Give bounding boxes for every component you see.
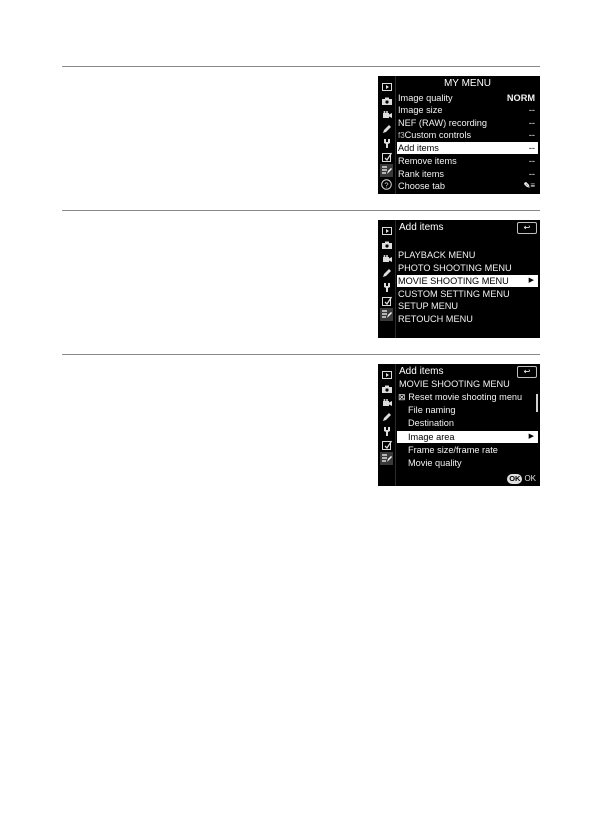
reset-icon: ⊠ [398,392,406,402]
menu-item[interactable]: Movie quality [408,458,462,468]
playback-icon[interactable] [380,368,393,381]
wrench-icon[interactable] [380,280,393,293]
page-title: Add items [399,366,444,377]
back-icon[interactable]: ↩ [517,366,537,378]
camera-icon[interactable] [380,94,393,107]
pencil-icon[interactable] [380,266,393,279]
menu-item[interactable]: Image quality NORM [398,93,535,103]
playback-icon[interactable] [380,224,393,237]
page-title: Add items [399,222,444,233]
page-title: MY MENU [443,78,492,89]
my-menu-icon[interactable] [380,164,393,177]
custom-setting-prefix: f3 [398,131,405,140]
menu-item-selected[interactable]: Add items -- [397,142,538,154]
section-divider [62,354,540,355]
ok-button-icon: OK [509,474,521,483]
retouch-icon[interactable] [380,294,393,307]
menu-item[interactable]: ⊠ Reset movie shooting menu [398,392,523,402]
scrollbar[interactable] [536,394,538,412]
menu-panel [397,220,538,338]
arrow-right-icon: ▶ [528,277,534,284]
movie-camera-icon[interactable] [380,396,393,409]
menu-item[interactable]: Destination [408,418,454,428]
ok-hint: OK OK [509,474,536,483]
menu-tabs [378,220,396,338]
menu-tabs [378,76,396,194]
choose-tab-icon: ✎≡ [523,181,535,190]
retouch-icon[interactable] [380,150,393,163]
section-divider [62,210,540,211]
menu-item[interactable]: PHOTO SHOOTING MENU [398,263,512,273]
menu-item[interactable]: SETUP MENU [398,301,459,311]
submenu-heading: MOVIE SHOOTING MENU [399,379,510,389]
svg-text:?: ? [384,180,389,190]
menu-item[interactable]: Remove items -- [398,156,535,166]
wrench-icon[interactable] [380,136,393,149]
menu-item[interactable]: Image size -- [398,105,535,115]
menu-item[interactable]: NEF (RAW) recording -- [398,118,535,128]
my-menu-icon[interactable] [380,308,393,321]
menu-item[interactable]: Rank items -- [398,169,535,179]
menu-item[interactable]: CUSTOM SETTING MENU [398,289,510,299]
movie-camera-icon[interactable] [380,252,393,265]
menu-panel [397,364,538,486]
camera-icon[interactable] [380,382,393,395]
camera-screen-movie-shooting-items [378,364,540,486]
menu-panel [397,76,538,194]
camera-screen-add-items [378,220,540,338]
pencil-icon[interactable] [380,410,393,423]
menu-item[interactable]: PLAYBACK MENU [398,250,476,260]
menu-tabs [378,364,396,486]
menu-item[interactable]: f3Custom controls -- [398,130,535,140]
menu-item[interactable]: Choose tab ✎≡ [398,181,535,191]
camera-icon[interactable] [380,238,393,251]
help-icon[interactable] [380,178,393,191]
section-divider [62,66,540,67]
menu-item[interactable]: Frame size/frame rate [408,445,498,455]
playback-icon[interactable] [380,80,393,93]
menu-item[interactable]: File naming [408,405,456,415]
menu-item-selected[interactable]: MOVIE SHOOTING MENU ▶ [397,275,538,287]
pencil-icon[interactable] [380,122,393,135]
wrench-icon[interactable] [380,424,393,437]
my-menu-icon[interactable] [380,452,393,465]
camera-screen-my-menu [378,76,540,194]
back-icon[interactable]: ↩ [517,222,537,234]
menu-item-selected[interactable]: Image area ▶ [397,431,538,443]
arrow-right-icon: ▶ [528,433,534,440]
movie-camera-icon[interactable] [380,108,393,121]
retouch-icon[interactable] [380,438,393,451]
menu-item[interactable]: RETOUCH MENU [398,314,473,324]
